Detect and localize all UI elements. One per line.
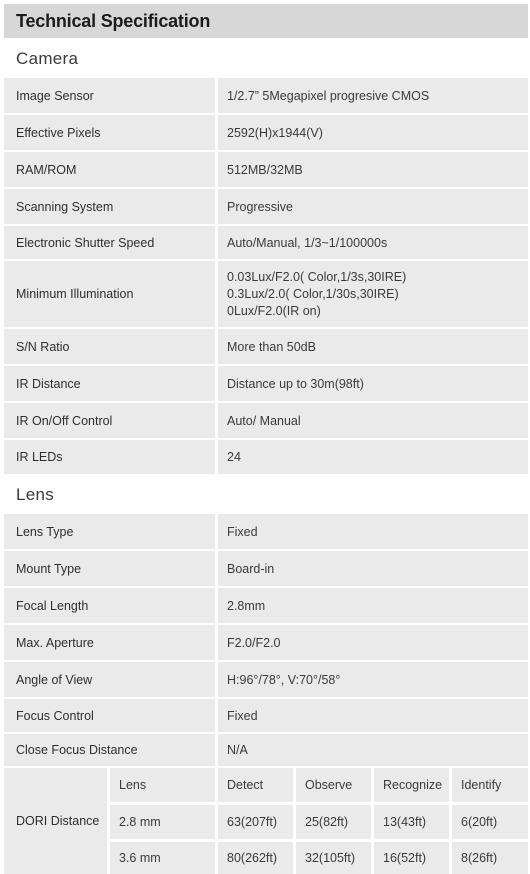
spec-row-sn-ratio <box>4 329 528 364</box>
spec-value: More than 50dB <box>218 329 528 364</box>
spec-row-mount-type <box>4 551 528 586</box>
spec-value: H:96°/78°, V:70°/58° <box>218 662 528 697</box>
spec-label: Image Sensor <box>4 78 215 113</box>
spec-label: Lens Type <box>4 514 215 549</box>
page-title: Technical Specification <box>16 10 211 31</box>
dori-cell: 8(26ft) <box>452 842 528 874</box>
spec-row-effective-pixels <box>4 115 528 150</box>
spec-label: S/N Ratio <box>4 329 215 364</box>
dori-cell: 13(43ft) <box>374 805 449 839</box>
spec-value: N/A <box>218 734 528 766</box>
spec-row-minimum-illumination <box>4 261 528 327</box>
spec-row-ir-distance <box>4 366 528 401</box>
spec-label: IR On/Off Control <box>4 403 215 438</box>
spec-label: Minimum Illumination <box>4 261 215 327</box>
dori-header-recognize: Recognize <box>374 768 449 802</box>
dori-cell: 16(52ft) <box>374 842 449 874</box>
dori-header-detect: Detect <box>218 768 293 802</box>
spec-row-focus-control <box>4 699 528 732</box>
spec-label: Focus Control <box>4 699 215 732</box>
spec-value: Distance up to 30m(98ft) <box>218 366 528 401</box>
spec-value: Fixed <box>218 514 528 549</box>
spec-label: Mount Type <box>4 551 215 586</box>
dori-header-lens: Lens <box>110 768 215 802</box>
spec-row-ir-control <box>4 403 528 438</box>
spec-row-ir-leds <box>4 440 528 474</box>
spec-label: Focal Length <box>4 588 215 623</box>
spec-row-close-focus <box>4 734 528 766</box>
spec-row-focal-length <box>4 588 528 623</box>
spec-row-angle-of-view <box>4 662 528 697</box>
spec-value: 24 <box>218 440 528 474</box>
spec-row-lens-type <box>4 514 528 549</box>
spec-row-max-aperture <box>4 625 528 660</box>
lens-heading: Lens <box>16 485 55 504</box>
dori-cell: 6(20ft) <box>452 805 528 839</box>
spec-label: Close Focus Distance <box>4 734 215 766</box>
spec-value: 2.8mm <box>218 588 528 623</box>
dori-cell: 80(262ft) <box>218 842 293 874</box>
spec-value-line: 0.3Lux/2.0( Color,1/30s,30IRE) <box>227 287 399 301</box>
spec-value <box>218 261 528 327</box>
spec-row-ram-rom <box>4 152 528 187</box>
spec-value: 2592(H)x1944(V) <box>218 115 528 150</box>
dori-cell: 63(207ft) <box>218 805 293 839</box>
spec-value-line: 0.03Lux/F2.0( Color,1/3s,30IRE) <box>227 270 407 284</box>
spec-value: Fixed <box>218 699 528 732</box>
dori-cell: 2.8 mm <box>110 805 215 839</box>
spec-value: Progressive <box>218 189 528 224</box>
dori-header-identify: Identify <box>452 768 528 802</box>
dori-cell: 3.6 mm <box>110 842 215 874</box>
spec-label: Effective Pixels <box>4 115 215 150</box>
spec-label: Scanning System <box>4 189 215 224</box>
dori-label: DORI Distance <box>4 768 107 874</box>
dori-header-observe: Observe <box>296 768 371 802</box>
spec-value: 512MB/32MB <box>218 152 528 187</box>
spec-value: Board-in <box>218 551 528 586</box>
spec-row-shutter-speed <box>4 226 528 259</box>
spec-label: Max. Aperture <box>4 625 215 660</box>
spec-label: IR Distance <box>4 366 215 401</box>
dori-cell: 25(82ft) <box>296 805 371 839</box>
spec-label: RAM/ROM <box>4 152 215 187</box>
camera-heading: Camera <box>16 49 79 68</box>
spec-row-image-sensor <box>4 78 528 113</box>
spec-label: IR LEDs <box>4 440 215 474</box>
spec-value: Auto/ Manual <box>218 403 528 438</box>
spec-value-line: 0Lux/F2.0(IR on) <box>227 304 321 318</box>
spec-row-scanning-system <box>4 189 528 224</box>
spec-value: Auto/Manual, 1/3~1/100000s <box>218 226 528 259</box>
spec-label: Angle of View <box>4 662 215 697</box>
spec-label: Electronic Shutter Speed <box>4 226 215 259</box>
spec-value: 1/2.7” 5Megapixel progresive CMOS <box>218 78 528 113</box>
dori-table <box>4 768 528 874</box>
spec-value: F2.0/F2.0 <box>218 625 528 660</box>
dori-cell: 32(105ft) <box>296 842 371 874</box>
title-bar <box>4 4 528 40</box>
